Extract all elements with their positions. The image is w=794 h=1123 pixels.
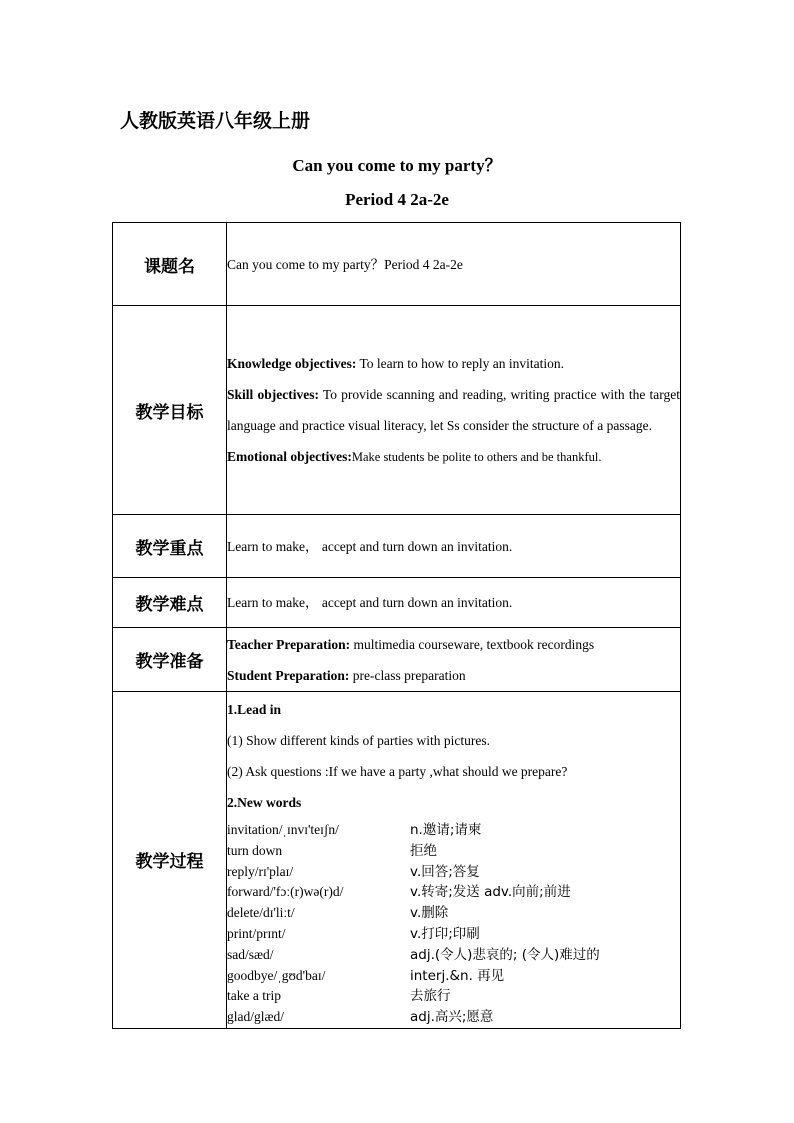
vocab-item: [227, 945, 680, 966]
vocab-item: [227, 1007, 680, 1028]
lead-in-heading: 1.Lead in: [227, 702, 282, 717]
vocab-word: print/prɪnt/: [227, 925, 286, 941]
vocab-word: delete/dɪ'liːt/: [227, 905, 295, 921]
label-process: 教学过程: [113, 692, 227, 1029]
vocab-item: [227, 862, 680, 883]
objectives-content: [227, 306, 681, 515]
vocab-item: [227, 841, 680, 862]
vocab-item: [227, 986, 680, 1007]
process-content: [227, 692, 681, 1029]
lead-in-step-2: (2) Ask questions :If we have a party ,what should we prepare?: [227, 764, 568, 779]
lesson-title: Can you come to my party？: [292, 156, 502, 175]
row-difficulties: [113, 578, 681, 628]
lesson-period: Period 4 2a-2e: [345, 190, 449, 209]
vocab-meaning: adj.高兴;愿意: [410, 1009, 494, 1026]
teacher-preparation: Teacher Preparation: multimedia courseware, textbook recordings: [227, 636, 595, 652]
vocab-meaning: 去旅行: [410, 988, 451, 1005]
row-process: [113, 692, 681, 1029]
vocab-word: reply/rɪ'plaɪ/: [227, 863, 294, 879]
preparation-content: [227, 628, 681, 692]
emotional-objectives: Emotional objectives:Make students be polite to others and be thankful.: [227, 448, 602, 464]
vocab-meaning: interj.&n. 再见: [410, 967, 505, 984]
label-key-points: 教学重点: [113, 515, 227, 578]
row-preparation: [113, 628, 681, 692]
student-preparation: Student Preparation: pre-class preparation: [227, 667, 466, 683]
vocab-word: forward/'fɔː(r)wə(r)d/: [227, 884, 344, 900]
lesson-plan-table: [112, 222, 681, 1029]
lead-in-step-1: (1) Show different kinds of parties with pictures.: [227, 733, 490, 748]
vocab-word: turn down: [227, 842, 283, 858]
knowledge-objectives: Knowledge objectives: To learn to how to reply an invitation.: [227, 355, 565, 371]
new-words-heading: 2.New words: [227, 795, 302, 810]
key-points-text: Learn to make， accept and turn down an invitation.: [227, 515, 681, 578]
vocab-meaning: v.打印;印刷: [410, 925, 480, 942]
vocab-item: [227, 903, 680, 924]
vocab-meaning: v.回答;答复: [410, 863, 480, 880]
row-topic: [113, 223, 681, 306]
vocab-meaning: n.邀请;请柬: [410, 822, 482, 838]
vocab-word: take a trip: [227, 988, 281, 1004]
vocab-item: [227, 924, 680, 945]
vocab-word: invitation/ˌɪnvɪ'teɪʃn/: [227, 822, 339, 837]
vocab-item: [227, 966, 680, 987]
vocab-item: [227, 820, 680, 841]
label-topic: 课题名: [113, 223, 227, 306]
vocab-word: glad/glæd/: [227, 1009, 284, 1025]
vocab-meaning: adj.(令人)悲哀的; (令人)难过的: [410, 946, 600, 963]
vocab-item: [227, 882, 680, 903]
vocab-meaning: 拒绝: [410, 842, 437, 859]
skill-objectives: Skill objectives: To provide scanning and reading, writing practice with the target language and practice visual literacy, let Ss consider the structure of a passage.: [227, 386, 681, 433]
vocab-list: [227, 820, 680, 1028]
vocab-meaning: v.删除: [410, 905, 449, 922]
document-title: 人教版英语八年级上册: [120, 110, 311, 132]
vocab-word: goodbye/ˌgʊd'baɪ/: [227, 967, 326, 983]
row-key-points: [113, 515, 681, 578]
label-difficulties: 教学难点: [113, 578, 227, 628]
vocab-meaning: v.转寄;发送 adv.向前;前进: [410, 884, 571, 901]
difficulties-text: Learn to make， accept and turn down an invitation.: [227, 578, 681, 628]
row-objectives: [113, 306, 681, 515]
label-objectives: 教学目标: [113, 306, 227, 515]
vocab-word: sad/sæd/: [227, 946, 274, 962]
label-preparation: 教学准备: [113, 628, 227, 692]
topic-text: Can you come to my party？Period 4 2a-2e: [227, 223, 681, 306]
